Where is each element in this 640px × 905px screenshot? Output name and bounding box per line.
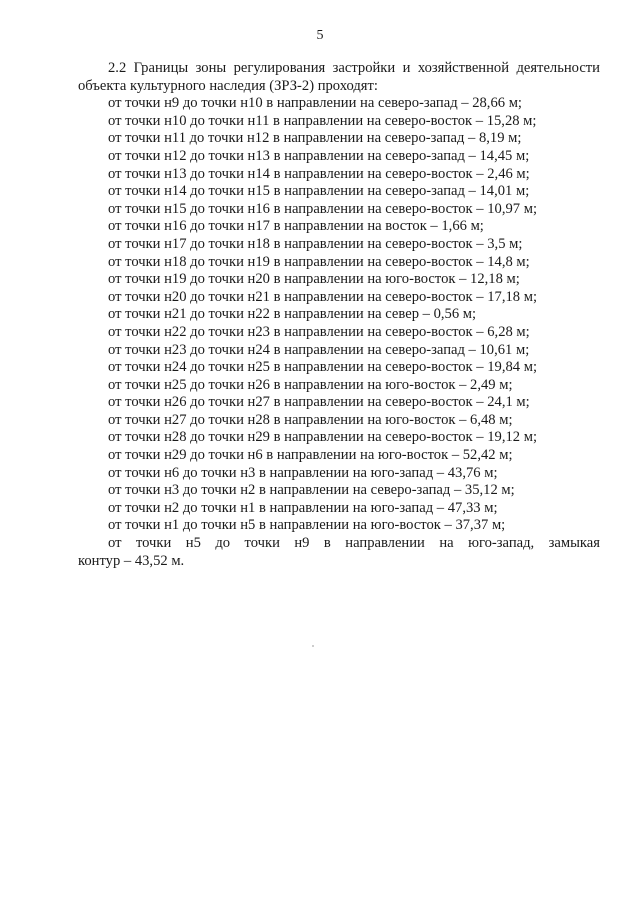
section-heading: 2.2 Границы зоны регулирования застройки и хозяйственной деятельности объекта культурного наследия (ЗРЗ-2) проходят: xyxy=(78,60,600,94)
list-item: от точки н6 до точки н3 в направлении на юго-запад – 43,76 м; xyxy=(108,464,498,481)
list-item: от точки н20 до точки н21 в направлении на северо-восток – 17,18 м; xyxy=(108,288,538,305)
list-item: от точки н12 до точки н13 в направлении на северо-запад – 14,45 м; xyxy=(108,147,530,164)
final-item xyxy=(78,535,600,570)
list-item: от точки н15 до точки н16 в направлении на северо-восток – 10,97 м; xyxy=(108,200,538,217)
scan-speck xyxy=(312,645,314,647)
final-item-line-1: от точки н5 до точки н9 в направлении на юго-запад, замыкая xyxy=(108,535,600,552)
list-item: от точки н16 до точки н17 в направлении на восток – 1,66 м; xyxy=(108,218,484,235)
list-item: от точки н3 до точки н2 в направлении на северо-запад – 35,12 м; xyxy=(108,482,515,499)
list-item: от точки н24 до точки н25 в направлении на северо-восток – 19,84 м; xyxy=(108,359,538,376)
final-item-line-2: контур – 43,52 м. xyxy=(78,552,185,569)
list-item: от точки н22 до точки н23 в направлении на северо-восток – 6,28 м; xyxy=(108,323,530,340)
list-item: от точки н17 до точки н18 в направлении на северо-восток – 3,5 м; xyxy=(108,235,523,252)
boundary-list xyxy=(78,95,600,535)
list-item: от точки н21 до точки н22 в направлении на север – 0,56 м; xyxy=(108,306,477,323)
list-item: от точки н9 до точки н10 в направлении на северо-запад – 28,66 м; xyxy=(108,95,522,112)
list-item: от точки н23 до точки н24 в направлении на северо-запад – 10,61 м; xyxy=(108,341,530,358)
list-item: от точки н25 до точки н26 в направлении на юго-восток – 2,49 м; xyxy=(108,376,513,393)
list-item: от точки н11 до точки н12 в направлении на северо-запад – 8,19 м; xyxy=(108,130,522,147)
list-item: от точки н10 до точки н11 в направлении на северо-восток – 15,28 м; xyxy=(108,112,537,129)
list-item: от точки н13 до точки н14 в направлении на северо-восток – 2,46 м; xyxy=(108,165,530,182)
list-item: от точки н27 до точки н28 в направлении на юго-восток – 6,48 м; xyxy=(108,411,513,428)
list-item: от точки н18 до точки н19 в направлении на северо-восток – 14,8 м; xyxy=(108,253,530,270)
page-number: 5 xyxy=(316,28,324,43)
list-item: от точки н28 до точки н29 в направлении на северо-восток – 19,12 м; xyxy=(108,429,538,446)
list-item: от точки н29 до точки н6 в направлении на юго-восток – 52,42 м; xyxy=(108,447,513,464)
list-item: от точки н1 до точки н5 в направлении на юго-восток – 37,37 м; xyxy=(108,517,506,534)
list-item: от точки н2 до точки н1 в направлении на юго-запад – 47,33 м; xyxy=(108,499,498,516)
list-item: от точки н14 до точки н15 в направлении на северо-запад – 14,01 м; xyxy=(108,183,530,200)
list-item: от точки н19 до точки н20 в направлении на юго-восток – 12,18 м; xyxy=(108,271,520,288)
document-body xyxy=(78,60,600,570)
list-item: от точки н26 до точки н27 в направлении на северо-восток – 24,1 м; xyxy=(108,394,530,411)
